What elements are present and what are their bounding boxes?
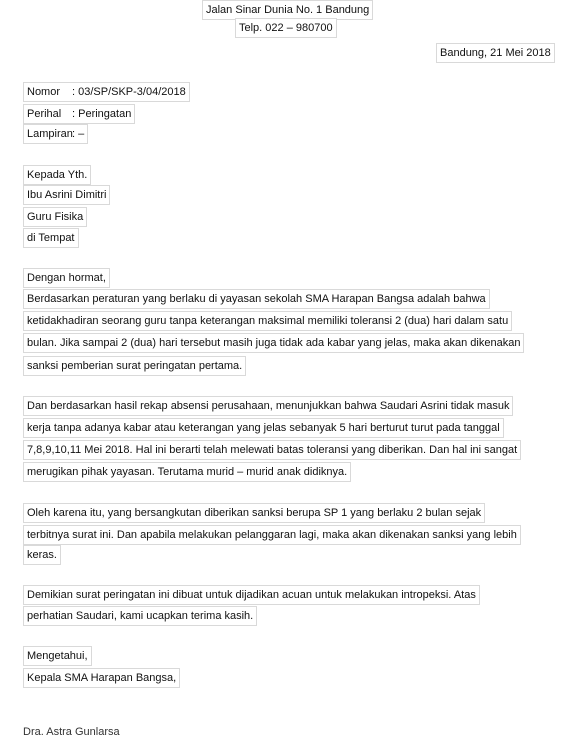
para3-line1: Oleh karena itu, yang bersangkutan diberikan sanksi berupa SP 1 yang berlaku 2 bulan sejak bbox=[23, 503, 485, 523]
para3-line2: terbitnya surat ini. Dan apabila melakukan pelanggaran lagi, maka akan dikenakan sanksi yang lebih bbox=[23, 525, 521, 545]
recipient-line1: Kepada Yth. bbox=[23, 165, 91, 185]
signature-name: Dra. Astra Gunlarsa bbox=[23, 726, 120, 738]
meta-lampiran bbox=[23, 124, 88, 144]
meta-nomor bbox=[23, 82, 190, 102]
meta-perihal-value: : Peringatan bbox=[72, 108, 132, 120]
para1-line3: bulan. Jika sampai 2 (dua) hari tersebut masih juga tidak ada kabar yang jelas, maka akan dikenakan bbox=[23, 333, 524, 353]
para4-line1: Demikian surat peringatan ini dibuat untuk dijadikan acuan untuk melakukan intropeksi. Atas bbox=[23, 585, 480, 605]
recipient-line3: Guru Fisika bbox=[23, 207, 87, 227]
para2-line1: Dan berdasarkan hasil rekap absensi perusahaan, menunjukkan bahwa Saudari Asrini tidak masuk bbox=[23, 396, 513, 416]
para4-line2: perhatian Saudari, kami ucapkan terima kasih. bbox=[23, 606, 257, 626]
para1-line2: ketidakhadiran seorang guru tanpa keterangan maksimal memiliki toleransi 2 (dua) hari dalam satu bbox=[23, 311, 512, 331]
header-phone: Telp. 022 – 980700 bbox=[235, 18, 337, 38]
closing-line2: Kepala SMA Harapan Bangsa, bbox=[23, 668, 180, 688]
para1-line4: sanksi pemberian surat peringatan pertama. bbox=[23, 356, 246, 376]
para2-line4: merugikan pihak yayasan. Terutama murid – murid anak didiknya. bbox=[23, 462, 351, 482]
greeting: Dengan hormat, bbox=[23, 268, 110, 288]
meta-perihal-label: Perihal bbox=[27, 108, 62, 120]
closing-line1: Mengetahui, bbox=[23, 646, 92, 666]
header-address: Jalan Sinar Dunia No. 1 Bandung bbox=[202, 0, 373, 20]
para2-line3: 7,8,9,10,11 Mei 2018. Hal ini berarti telah melewati batas toleransi yang diberikan. Dan hal ini sangat bbox=[23, 440, 521, 460]
para3-line3: keras. bbox=[23, 545, 61, 565]
recipient-line4: di Tempat bbox=[23, 228, 79, 248]
recipient-line2: Ibu Asrini Dimitri bbox=[23, 185, 110, 205]
meta-lampiran-value: : – bbox=[72, 128, 85, 140]
letter-date: Bandung, 21 Mei 2018 bbox=[436, 43, 555, 63]
meta-nomor-value: : 03/SP/SKP-3/04/2018 bbox=[72, 86, 186, 98]
para2-line2: kerja tanpa adanya kabar atau keterangan yang jelas sebanyak 5 hari berturut turut pada tanggal bbox=[23, 418, 504, 438]
meta-lampiran-label: Lampiran bbox=[27, 128, 73, 140]
para1-line1: Berdasarkan peraturan yang berlaku di yayasan sekolah SMA Harapan Bangsa adalah bahwa bbox=[23, 289, 490, 309]
meta-perihal bbox=[23, 104, 135, 124]
meta-nomor-label: Nomor bbox=[27, 86, 61, 98]
